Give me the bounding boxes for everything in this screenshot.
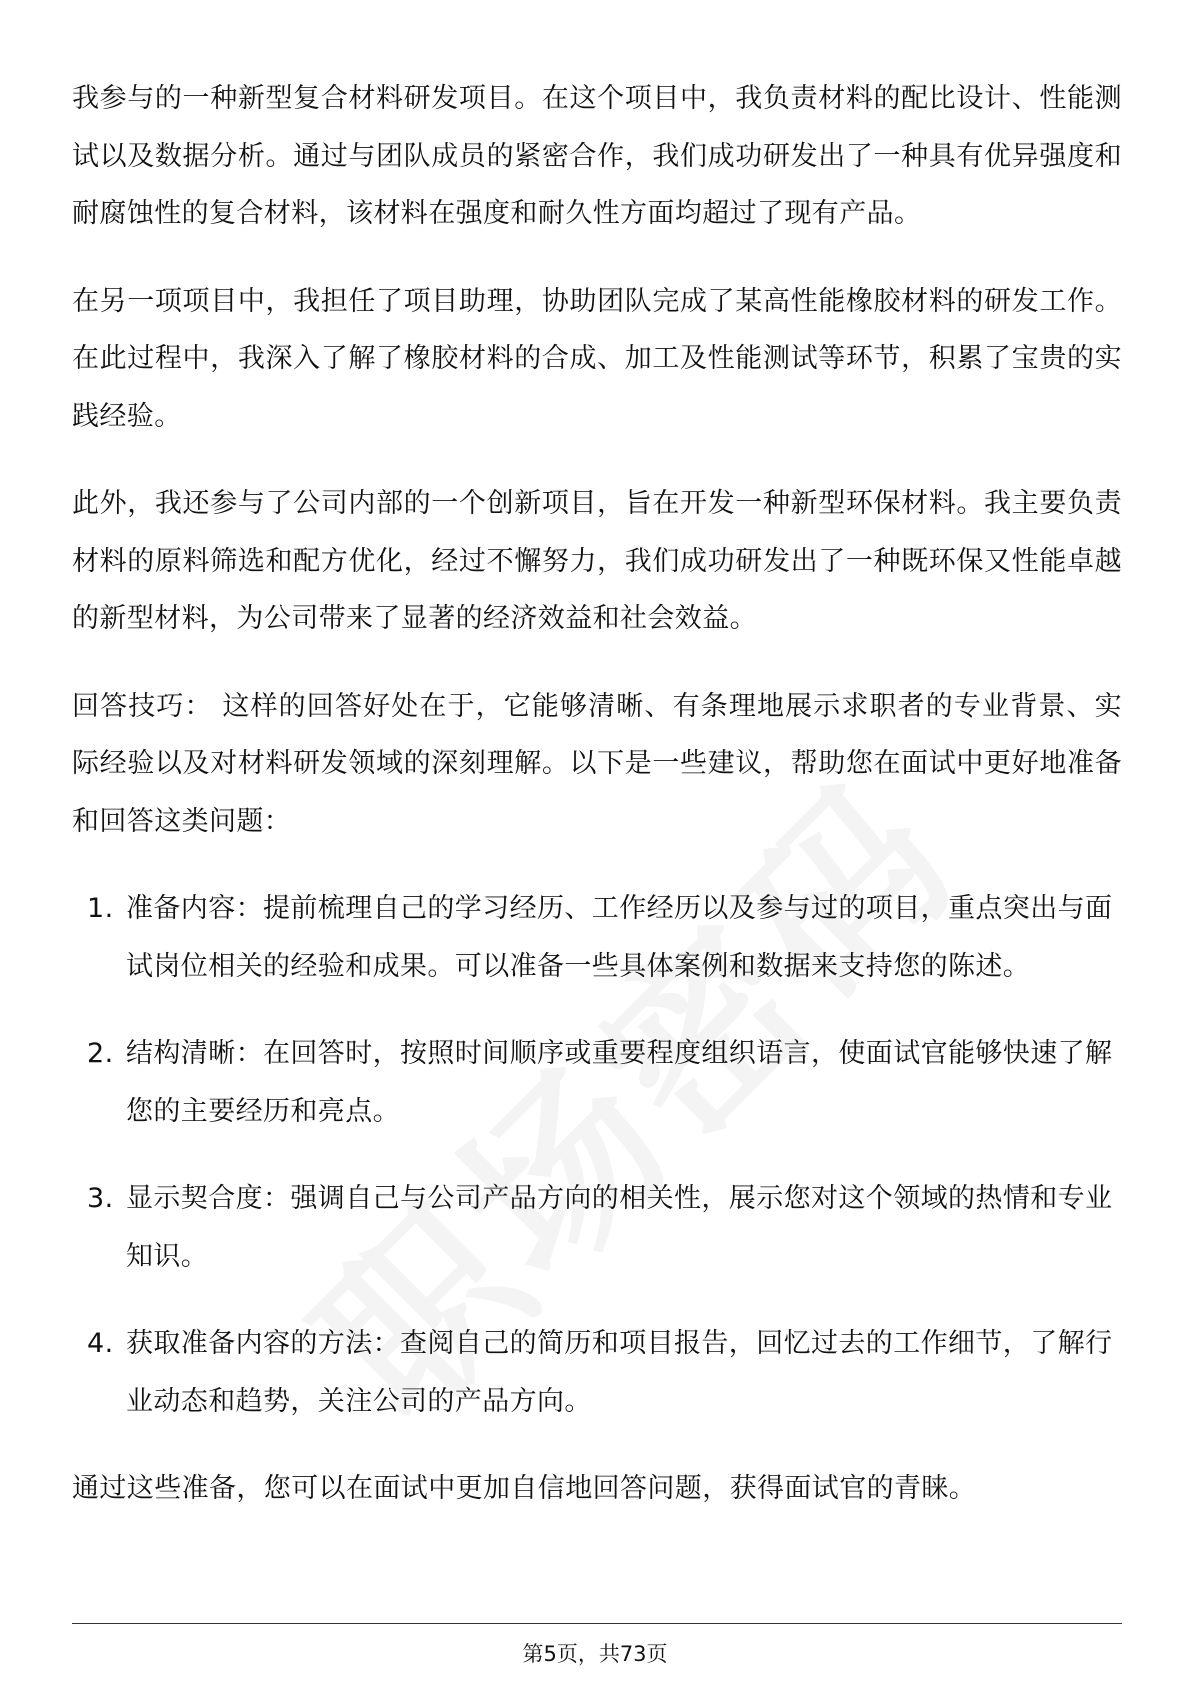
footer-divider — [72, 1623, 1122, 1624]
paragraph-project-rubber: 在另一项项目中，我担任了项目助理，协助团队完成了某高性能橡胶材料的研发工作。在此过程中，我深入了解了橡胶材料的合成、加工及性能测试等环节，积累了宝贵的实践经验。 — [72, 285, 1122, 432]
list-item — [72, 1315, 1122, 1430]
paragraph-project-eco: 此外，我还参与了公司内部的一个创新项目，旨在开发一种新型环保材料。我主要负责材料的原料筛选和配方优化，经过不懈努力，我们成功研发出了一种既环保又性能卓越的新型材料，为公司带来了显著的经济效益和社会效益。 — [72, 488, 1122, 634]
list-item — [72, 1170, 1122, 1285]
list-item-text: 显示契合度：强调自己与公司产品方向的相关性，展示您对这个领域的热情和专业知识。 — [126, 1183, 1113, 1272]
list-item — [72, 880, 1122, 995]
list-item-number: 4. — [87, 1328, 114, 1359]
list-item-number: 3. — [87, 1183, 114, 1214]
list-item — [72, 1025, 1122, 1140]
paragraph-answer-tips: 回答技巧： 这样的回答好处在于，它能够清晰、有条理地展示求职者的专业背景、实际经验以及对材料研发领域的深刻理解。以下是一些建议，帮助您在面试中更好地准备和回答这类问题： — [72, 690, 1122, 837]
paragraph-closing: 通过这些准备，您可以在面试中更加自信地回答问题，获得面试官的青睐。 — [72, 1473, 977, 1504]
document-body — [72, 70, 1122, 1548]
paragraph-project-composite: 我参与的一种新型复合材料研发项目。在这个项目中，我负责材料的配比设计、性能测试以及数据分析。通过与团队成员的紧密合作，我们成功研发出了一种具有优异强度和耐腐蚀性的复合材料，该材料在强度和耐久性方面均超过了现有产品。 — [72, 83, 1122, 229]
list-item-number: 1. — [87, 893, 114, 924]
list-item-text: 准备内容：提前梳理自己的学习经历、工作经历以及参与过的项目，重点突出与面试岗位相关的经验和成果。可以准备一些具体案例和数据来支持您的陈述。 — [126, 893, 1113, 982]
list-item-text: 获取准备内容的方法：查阅自己的简历和项目报告，回忆过去的工作细节，了解行业动态和趋势，关注公司的产品方向。 — [126, 1328, 1113, 1417]
page-number: 第5页，共73页 — [522, 1642, 668, 1666]
list-item-text: 结构清晰：在回答时，按照时间顺序或重要程度组织语言，使面试官能够快速了解您的主要经历和亮点。 — [126, 1038, 1113, 1127]
tips-list — [72, 880, 1122, 1430]
list-item-number: 2. — [87, 1038, 114, 1069]
